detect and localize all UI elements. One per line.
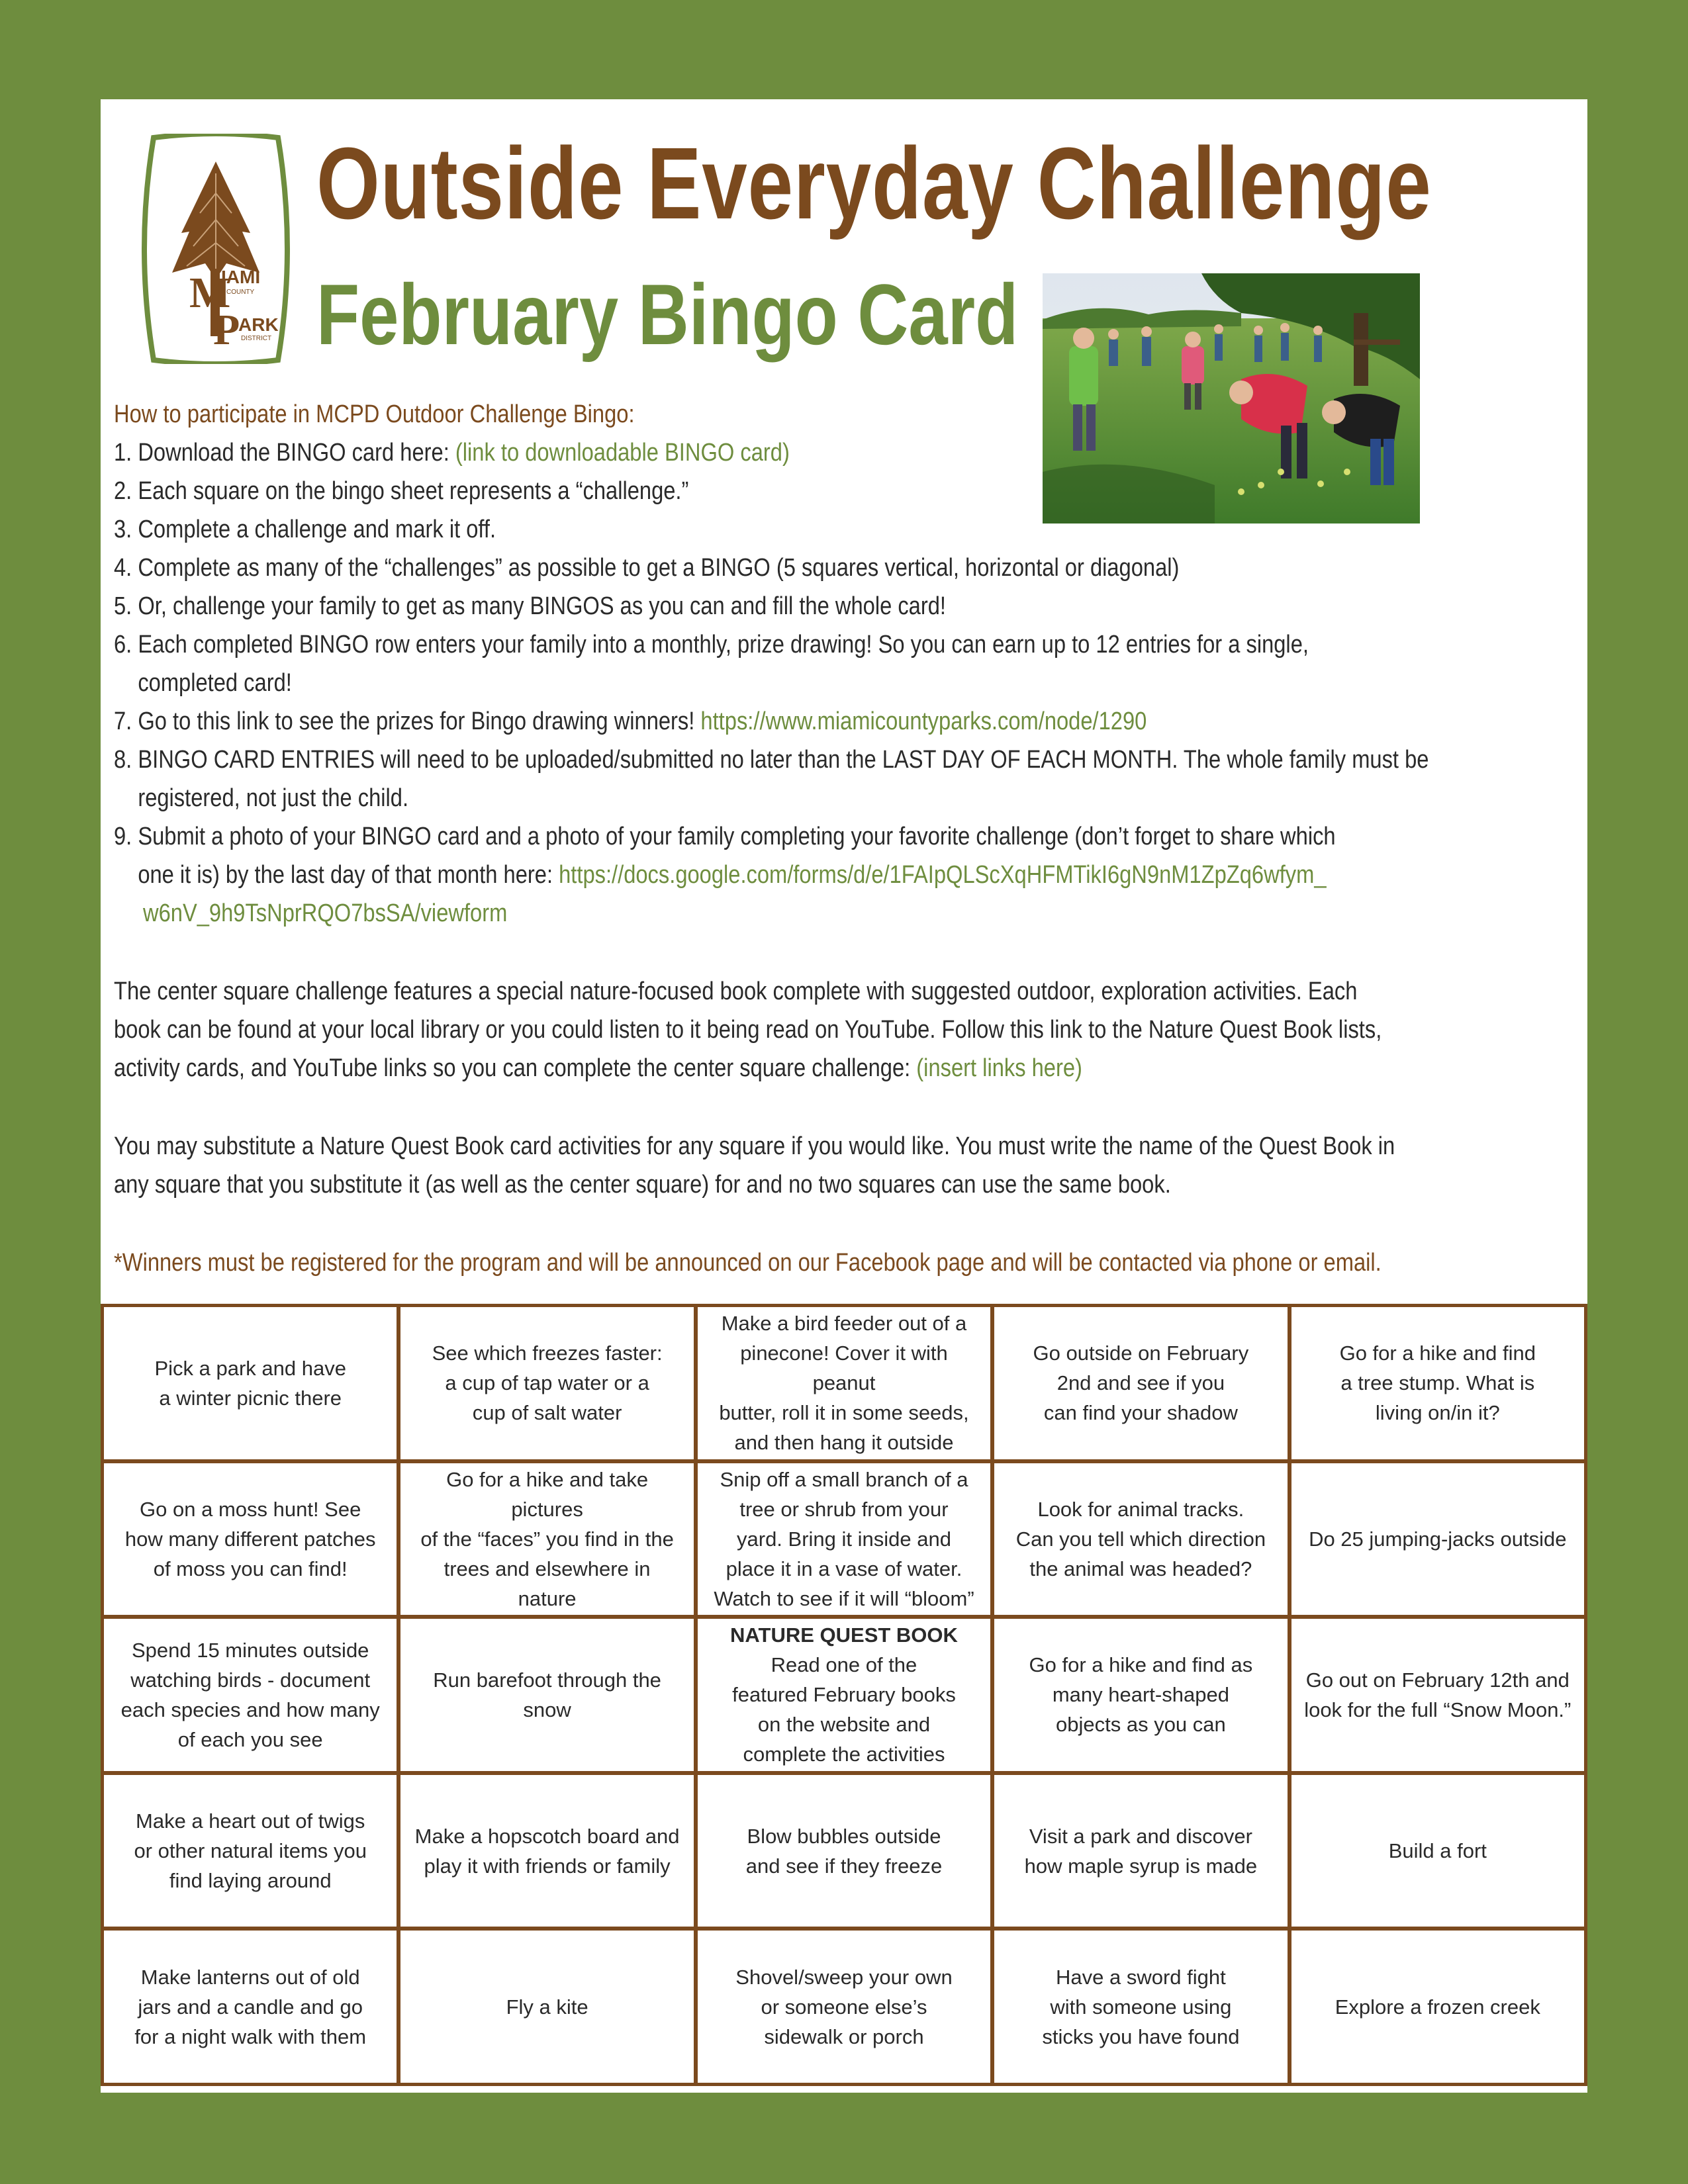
instruction-6-cont: completed card!	[114, 669, 292, 697]
bingo-square[interactable]	[400, 1931, 693, 2083]
logo-letter-m: M	[189, 269, 231, 317]
instruction-8: 8. BINGO CARD ENTRIES will need to be uploaded/submitted no later than the LAST DAY OF EACH MONTH. The whole family must be	[114, 746, 1429, 774]
instruction-9: 9. Submit a photo of your BINGO card and a photo of your family completing your favorite challenge (don’t forget to share which	[114, 823, 1336, 850]
page-title: Outside Everyday Challenge	[316, 126, 1432, 240]
prizes-link[interactable]: https://www.miamicountyparks.com/node/1290	[700, 707, 1147, 735]
submission-form-link-cont[interactable]: w6nV_9h9TsNprRQO7bsSA/viewform	[143, 899, 508, 927]
instruction-3: 3. Complete a challenge and mark it off.	[114, 516, 496, 543]
bingo-square[interactable]	[400, 1463, 693, 1615]
bingo-square[interactable]	[400, 1619, 693, 1771]
instruction-6: 6. Each completed BINGO row enters your family into a monthly, prize drawing! So you can earn up to 12 entries for a single,	[114, 631, 1309, 659]
bingo-square-text: Make a bird feeder out of a pinecone! Cover it with peanut butter, roll it in some seeds, and then hang it outside	[719, 1312, 969, 1455]
bingo-square[interactable]	[104, 1307, 397, 1459]
instruction-1: 1. Download the BINGO card here: (link to downloadable BINGO card)	[114, 439, 790, 467]
bingo-card-download-link[interactable]: (link to downloadable BINGO card)	[455, 439, 790, 467]
bingo-square-text: Make lanterns out of old jars and a candle and go for a night walk with them	[134, 1965, 367, 2048]
logo-ark-text: ARK	[238, 314, 279, 335]
logo-county-text: COUNTY	[226, 289, 255, 296]
bingo-square-text: Have a sword fight with someone using sticks you have found	[1042, 1965, 1240, 2048]
bingo-square-text: Read one of the featured February books on the website and complete the activities	[732, 1653, 956, 1766]
bingo-grid	[101, 1304, 1587, 2086]
children-outdoors-photo	[1043, 273, 1420, 523]
substitute-paragraph-line-2: any square that you substitute it (as well as the center square) for and no two squares can use the same book.	[114, 1171, 1171, 1199]
winners-note: *Winners must be registered for the program and will be announced on our Facebook page and will be contacted via phone or email.	[114, 1249, 1382, 1277]
center-paragraph-line-2: book can be found at your local library or you could listen to it being read on YouTube. Follow this link to the Nature Quest Book lists,	[114, 1016, 1382, 1044]
logo-district-text: DISTRICT	[241, 335, 272, 342]
bingo-square[interactable]	[698, 1775, 990, 1927]
bingo-square[interactable]	[104, 1775, 397, 1927]
instruction-2: 2. Each square on the bingo sheet represents a “challenge.”	[114, 477, 689, 505]
logo-miami-text: IAMI	[221, 267, 261, 287]
bingo-square[interactable]	[104, 1931, 397, 2083]
bingo-square-text: Fly a kite	[506, 1995, 588, 2019]
flyer-page	[101, 99, 1587, 2093]
instruction-4: 4. Complete as many of the “challenges” as possible to get a BINGO (5 squares vertical, horizontal or diagonal)	[114, 554, 1180, 582]
bingo-square-text: Go for a hike and take pictures of the “faces” you find in the trees and elsewhere in nature	[420, 1467, 674, 1610]
bingo-square[interactable]	[994, 1307, 1287, 1459]
bingo-square[interactable]	[994, 1463, 1287, 1615]
bingo-square-text: Go out on February 12th and look for the full “Snow Moon.”	[1304, 1668, 1571, 1721]
bingo-square[interactable]	[1291, 1307, 1584, 1459]
bingo-square-text: Go outside on February 2nd and see if you can find your shadow	[1033, 1342, 1249, 1425]
bingo-square[interactable]	[698, 1931, 990, 2083]
bingo-square-text: Look for animal tracks. Can you tell which direction the animal was headed?	[1015, 1497, 1266, 1580]
bingo-center-square[interactable]	[698, 1619, 990, 1771]
nature-quest-links[interactable]: (insert links here)	[916, 1054, 1082, 1082]
bingo-square[interactable]	[1291, 1775, 1584, 1927]
bingo-square-text: Go on a moss hunt! See how many different patches of moss you can find!	[124, 1497, 376, 1580]
bingo-square[interactable]	[698, 1463, 990, 1615]
substitute-paragraph-line-1: You may substitute a Nature Quest Book card activities for any square if you would like. You must write the name of the Quest Book in	[114, 1132, 1395, 1160]
bingo-square[interactable]	[994, 1619, 1287, 1771]
bingo-square-text: Explore a frozen creek	[1335, 1995, 1540, 2019]
bingo-square[interactable]	[1291, 1931, 1584, 2083]
bingo-square-text: Go for a hike and find a tree stump. What is living on/in it?	[1339, 1342, 1536, 1425]
submission-form-link[interactable]: https://docs.google.com/forms/d/e/1FAIpQLScXqHFMTikI6gN9nM1ZpZq6wfym_	[559, 861, 1327, 889]
bingo-square-text: Blow bubbles outside and see if they freeze	[745, 1824, 943, 1878]
bingo-square-text: Snip off a small branch of a tree or shrub from your yard. Bring it inside and place it in a vase of water. Watch to see if it will “bloom”	[714, 1467, 974, 1610]
bingo-square[interactable]	[994, 1931, 1287, 2083]
bingo-square[interactable]	[698, 1307, 990, 1459]
center-paragraph-line-3: activity cards, and YouTube links so you can complete the center square challenge: (insert links here)	[114, 1054, 1082, 1082]
instruction-8-cont: registered, not just the child.	[114, 784, 409, 812]
bingo-square-text: Make a heart out of twigs or other natural items you find laying around	[134, 1809, 367, 1893]
instructions-heading: How to participate in MCPD Outdoor Challenge Bingo:	[114, 400, 635, 428]
bingo-square-text: Go for a hike and find as many heart-shaped objects as you can	[1029, 1653, 1253, 1737]
instruction-5: 5. Or, challenge your family to get as many BINGOS as you can and fill the whole card!	[114, 592, 946, 620]
bingo-square[interactable]	[1291, 1463, 1584, 1615]
logo-letter-p: P	[213, 306, 240, 354]
bingo-square[interactable]	[400, 1775, 693, 1927]
miami-county-park-district-logo	[134, 134, 298, 364]
center-paragraph-line-1: The center square challenge features a special nature-focused book complete with suggested outdoor, exploration activities. Each	[114, 978, 1358, 1005]
bingo-square[interactable]	[104, 1463, 397, 1615]
bingo-square[interactable]	[104, 1619, 397, 1771]
bingo-square-text: Do 25 jumping-jacks outside	[1309, 1527, 1567, 1551]
bingo-square-text: See which freezes faster: a cup of tap water or a cup of salt water	[432, 1342, 663, 1425]
bingo-square-text: Make a hopscotch board and play it with friends or family	[414, 1824, 680, 1878]
bingo-square-text: Spend 15 minutes outside watching birds - document each species and how many of each you see	[120, 1638, 380, 1751]
instruction-7: 7. Go to this link to see the prizes for Bingo drawing winners! https://www.miamicountyparks.com/node/1290	[114, 707, 1147, 735]
bingo-square[interactable]	[400, 1307, 693, 1459]
instruction-9-cont: one it is) by the last day of that month here: https://docs.google.com/forms/d/e/1FAIpQLScXqHFMTikI6gN9nM1ZpZq6wfym_	[114, 861, 1327, 889]
page-subtitle: February Bingo Card	[316, 266, 1019, 363]
bingo-square-text: Pick a park and have a winter picnic there	[154, 1356, 346, 1410]
center-square-heading: NATURE QUEST BOOK	[730, 1623, 958, 1647]
bingo-square-text: Run barefoot through the snow	[433, 1668, 661, 1721]
bingo-square-text: Shovel/sweep your own or someone else’s sidewalk or porch	[735, 1965, 953, 2048]
bingo-square[interactable]	[1291, 1619, 1584, 1771]
bingo-square-text: Visit a park and discover how maple syrup is made	[1024, 1824, 1258, 1878]
bingo-square[interactable]	[994, 1775, 1287, 1927]
bingo-square-text: Build a fort	[1388, 1839, 1487, 1863]
